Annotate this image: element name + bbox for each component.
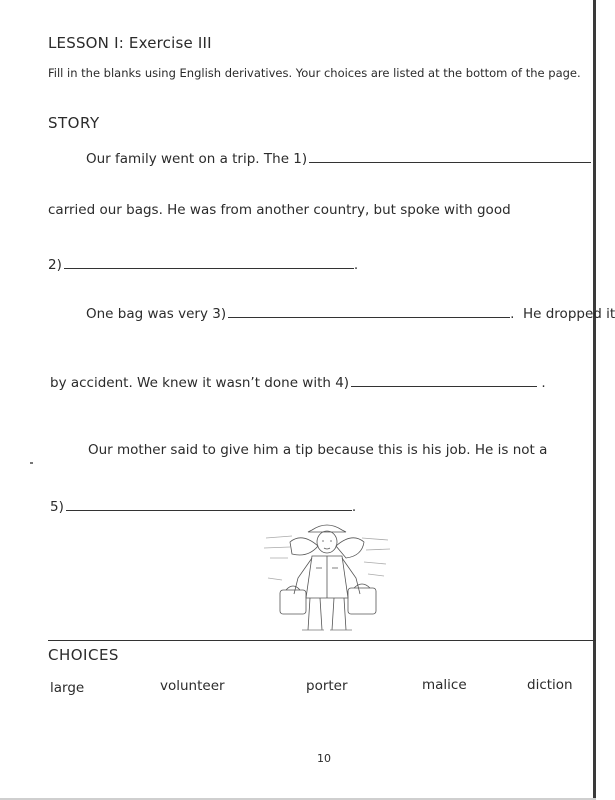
- lesson-title: LESSON I: Exercise III: [48, 34, 212, 52]
- blank-1[interactable]: [309, 150, 591, 163]
- instructions: Fill in the blanks using English derivatives. Your choices are listed at the bottom of the page.: [48, 66, 581, 80]
- porter-illustration: [262, 518, 392, 636]
- choices-heading: CHOICES: [48, 646, 119, 664]
- story-line-3: [48, 256, 358, 273]
- story-heading: STORY: [48, 114, 100, 132]
- story-line-5: [50, 374, 546, 391]
- story-line-1: [86, 150, 591, 167]
- story-line-7: [50, 498, 356, 515]
- choice-porter: porter: [306, 678, 348, 694]
- blank-2[interactable]: [64, 256, 354, 269]
- story-line-5-text: by accident. We knew it wasn’t done with 4): [50, 375, 350, 391]
- story-line-2: carried our bags. He was from another country, but spoke with good: [48, 202, 511, 218]
- story-line-5-after: .: [537, 375, 546, 391]
- choice-volunteer: volunteer: [160, 678, 225, 694]
- page-edge: [593, 0, 596, 800]
- blank-4[interactable]: [351, 374, 537, 387]
- story-line-3-after: .: [353, 257, 359, 273]
- page-number: 10: [317, 752, 331, 765]
- choice-large: large: [50, 680, 85, 696]
- story-line-1-text: Our family went on a trip. The 1): [86, 151, 308, 167]
- blank-3[interactable]: [228, 305, 510, 318]
- stray-mark: [30, 462, 33, 464]
- story-line-4: [86, 305, 615, 322]
- choice-diction: diction: [527, 677, 573, 693]
- story-line-7-after: .: [351, 499, 357, 515]
- choice-malice: malice: [422, 677, 467, 693]
- story-line-7-text: 5): [50, 499, 64, 515]
- choices-divider: [48, 640, 596, 641]
- story-line-6: Our mother said to give him a tip because this is his job. He is not a: [88, 442, 548, 458]
- blank-5[interactable]: [66, 498, 352, 511]
- story-line-3-text: 2): [48, 257, 62, 273]
- story-line-4-after: . He dropped it: [510, 306, 615, 322]
- story-line-4-text: One bag was very 3): [86, 306, 227, 322]
